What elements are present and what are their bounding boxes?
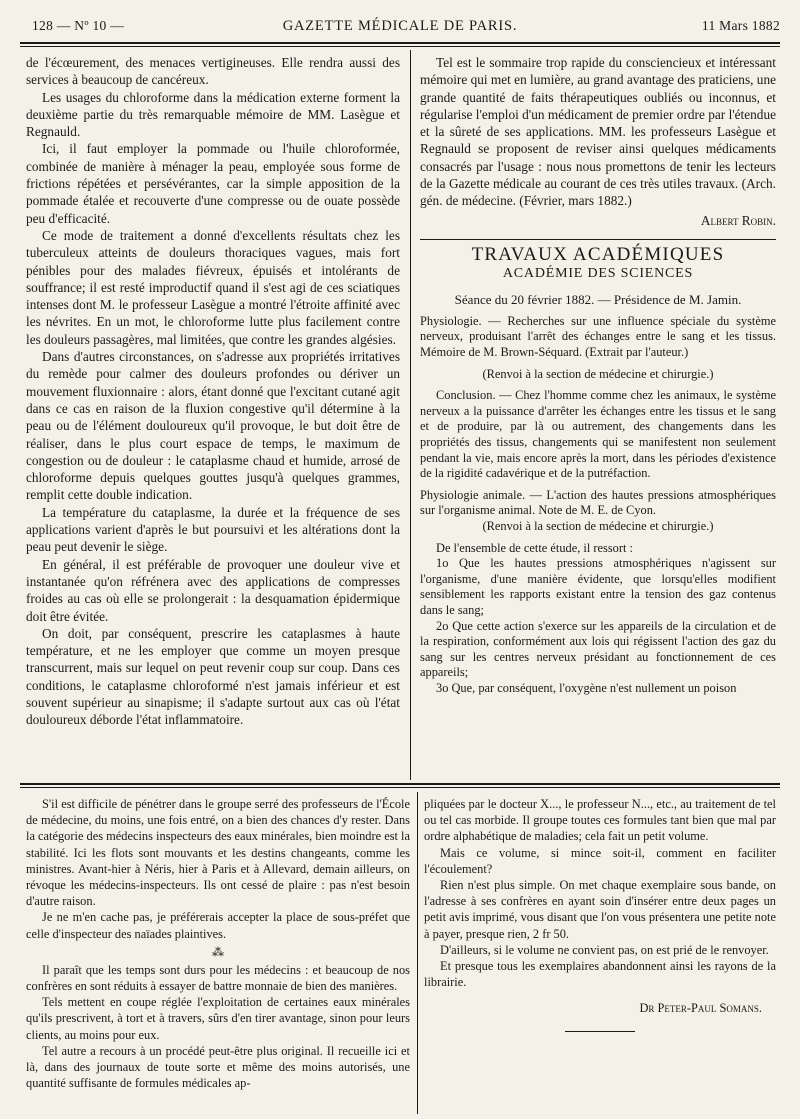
paragraph: Physiologie animale. — L'action des hautes pressions atmosphériques sur l'organisme animal. Note de M. E. de Cyon. (420, 487, 776, 518)
list-item: 2o Que cette action s'exerce sur les appareils de la circulation et de la respiration, conformément aux lois qui régissent l'action des gaz du sang sur les centres nerveux présidant au fonctionnement de ces appareils; (420, 618, 776, 680)
header-rule (20, 42, 780, 44)
session-line: Séance du 20 février 1882. — Présidence de M. Jamin. (454, 291, 742, 307)
section-separator: ⁂ (212, 944, 224, 959)
lower-left-column (26, 796, 410, 1116)
upper-left-column (26, 54, 400, 776)
section-rule (420, 239, 776, 240)
paragraph: Rien n'est plus simple. On met chaque exemplaire sous bande, on l'adresse à ses confrères en ayant soin d'insérer entre deux pages un petit avis imprimé, vous disant que l'on vous présentera une petite note à payer, presque rien, 2 fr 50. (424, 878, 776, 941)
header-rule-thin (20, 46, 780, 47)
paragraph: La température du cataplasme, la durée et la fréquence de ses applications varient d'après le but poursuivi et les altérations dont la peau peut devenir le siège. (26, 504, 400, 555)
paragraph: De l'ensemble de cette étude, il ressort : (436, 540, 633, 555)
paragraph: Je ne m'en cache pas, je préférerais accepter la place de sous-préfet que celle d'inspecteur des naïades plaintives. (26, 910, 410, 941)
paragraph: On doit, par conséquent, prescrire les cataplasmes à haute température, et ne les employer que comme un moyen presque transcurrent, mais sur lequel on peut revenir coup sur coup. Dans ces conditions, le cataplasme chloroformé n'est jamais inférieur et est souvent supérieur au sinapisme; il s'adapte surtout aux cas où l'état douloureux déborde l'état inflammatoire. (26, 625, 400, 728)
author-signature: Albert Robin. (700, 212, 776, 228)
paragraph: Il paraît que les temps sont durs pour les médecins : et beaucoup de nos confrères en sont réduits à essayer de battre monnaie de bien des manières. (26, 962, 410, 994)
closing-rule (565, 1031, 635, 1032)
paragraph: Dans d'autres circonstances, on s'adresse aux propriétés irritatives du remède pour calmer des douleurs profondes ou dériver un mouvement fluxionnaire : alors, étant donné que l'excitant cutané agit dans ce cas en raison de la fluxion congestive qu'il détermine à la peau ou de l'élément douloureux qu'il provoque, le but doit être de réaliser, dans le plus court espace de temps, le maximum de congestion ou de douleur : le cataplasme chaud et humide, arrosé de chloroforme depuis quelques gouttes jusqu'à quelques grammes, remplit cette double indication. (26, 349, 400, 503)
spacer (424, 990, 776, 1000)
section-title: TRAVAUX ACADÉMIQUES (471, 243, 725, 265)
paragraph: Conclusion. — Chez l'homme comme chez les animaux, le système nerveux a la puissance d'arrêter les échanges entre les tissus et le sang et de produire, par là ou autrement, des changements dans les propriétés des tissus, changements qui se manifestent non seulement pendant la vie, mais encore après la mort, dans les périodes d'existence de la rigidité cadavérique et de la putréfaction. (420, 388, 776, 481)
paragraph: Ici, il faut employer la pommade ou l'huile chloroformée, combinée de manière à ménager la peau, employée sous forme de frictions répétées et persévérantes, car la simple apposition de la pommade étalée et recouverte d'une compresse ou de ouate possède peu d'efficacité. (26, 141, 400, 226)
feuilleton-rule (20, 783, 780, 785)
paragraph: Tels mettent en coupe réglée l'exploitation de certaines eaux minérales qu'ils prescrivent, à tort et à travers, sûrs d'en tirer avantage, sinon pour leurs clients, au moins pour eux. (26, 995, 410, 1042)
upper-right-column (420, 54, 776, 778)
column-divider (410, 50, 411, 780)
journal-title: GAZETTE MÉDICALE DE PARIS. (282, 18, 518, 34)
lower-right-column (424, 796, 776, 1114)
paragraph: En général, il est préférable de provoquer une douleur vive et instantanée qu'on réfrénera avec des applications de compresses froides au cas où elle se prolongerait : la desquamation épidermique doit être évitée. (26, 556, 400, 624)
paragraph: Physiologie. — Recherches sur une influence spéciale du système nerveux, produisant l'arrêt des échanges entre le sang et les tissus. Mémoire de M. Brown-Séquard. (Extrait par l'auteur.) (420, 313, 776, 360)
paragraph: Mais ce volume, si mince soit-il, comment en faciliter l'écoulement? (424, 845, 776, 876)
page-number: 128 — Nº 10 — (32, 18, 125, 33)
issue-date: 11 Mars 1882 (701, 18, 780, 33)
paragraph: Ce mode de traitement a donné d'excellents résultats chez les tuberculeux atteints de douleurs thoraciques vagues, mais fort pénibles pour des malades fiévreux, épuisés et intolérants de souffrance; il est resté improductif quand il s'est agi de ces sciatiques intenses dont M. le professeur Lasègue a montré l'étroite affinité avec les névrites. En un mot, le chloroforme lutte plus facilement contre les douleurs passagères, mal limitées, que contre les grandes algésies. (26, 227, 400, 347)
column-divider (417, 792, 418, 1114)
paragraph: Tel est le sommaire trop rapide du consciencieux et intéressant mémoire qui met en lumière, au grand avantage des praticiens, une grande quantité de faits thérapeutiques oubliés ou inconnus, et régularise l'emploi d'un médicament de premier ordre par l'étendue et la sûreté de ses applications. MM. les professeurs Lasègue et Regnauld se proposent de reviser ainsi quelques médicaments consacrés par l'usage : nous nous promettons de tenir les lecteurs de la Gazette médicale au courant de ces très utiles travaux. (Arch. gén. de médecine. (Février, mars 1882.) (420, 55, 776, 209)
paragraph: pliquées par le docteur X..., le professeur N..., etc., au traitement de tel ou tel cas morbide. Il groupe toutes ces formules tant bien que mal par ordre alphabétique de maladies; cela fait un petit volume. (424, 797, 776, 844)
referral-note: (Renvoi à la section de médecine et chirurgie.) (482, 518, 714, 533)
author-signature: Dr Peter-Paul Somans. (639, 1001, 762, 1016)
paragraph: Et presque tous les exemplaires abandonnent ainsi les rayons de la librairie. (424, 959, 776, 990)
referral-note: (Renvoi à la section de médecine et chirurgie.) (482, 366, 714, 381)
section-subtitle: ACADÉMIE DES SCIENCES (502, 266, 694, 282)
list-item: 3o Que, par conséquent, l'oxygène n'est nullement un poison (436, 680, 737, 695)
paragraph: S'il est difficile de pénétrer dans le groupe serré des professeurs de l'École de médecine, du moins, une fois entré, on a bien des chances d'y rester. Dans la catégorie des médecins inspecteurs des eaux minérales, bien moindre est la stabilité. Ici les flots sont mouvants et les destins changeants, comme les ministres. Avant-hier à Néris, hier à Paris et à Allevard, demain ailleurs, on révoque les médecins-inspecteurs. Ils ont cessé de plaire : pas n'est besoin d'autre raison. (26, 797, 410, 909)
paragraph: Tel autre a recours à un procédé peut-être plus original. Il recueille ici et là, dans des journaux de toute sorte et même des moins autorisés, une quantité suffisante de formules médicales ap- (26, 1043, 410, 1091)
feuilleton-rule-thin (20, 787, 780, 788)
running-header (20, 14, 780, 38)
paragraph: D'ailleurs, si le volume ne convient pas, on est prié de le renvoyer. (440, 942, 769, 957)
paragraph: Les usages du chloroforme dans la médication externe forment la deuxième partie du très remarquable mémoire de MM. Lasègue et Regnauld. (26, 89, 400, 140)
list-item: 1o Que les hautes pressions atmosphériques n'agissent sur l'organisme, d'une manière évidente, que lorsqu'elles modifient sensiblement les rapports existant entre la tension des gaz contenus dans le sang; (420, 556, 776, 617)
paragraph: de l'écœurement, des menaces vertigineuses. Elle rendra aussi des services à beaucoup de cancéreux. (26, 55, 400, 88)
